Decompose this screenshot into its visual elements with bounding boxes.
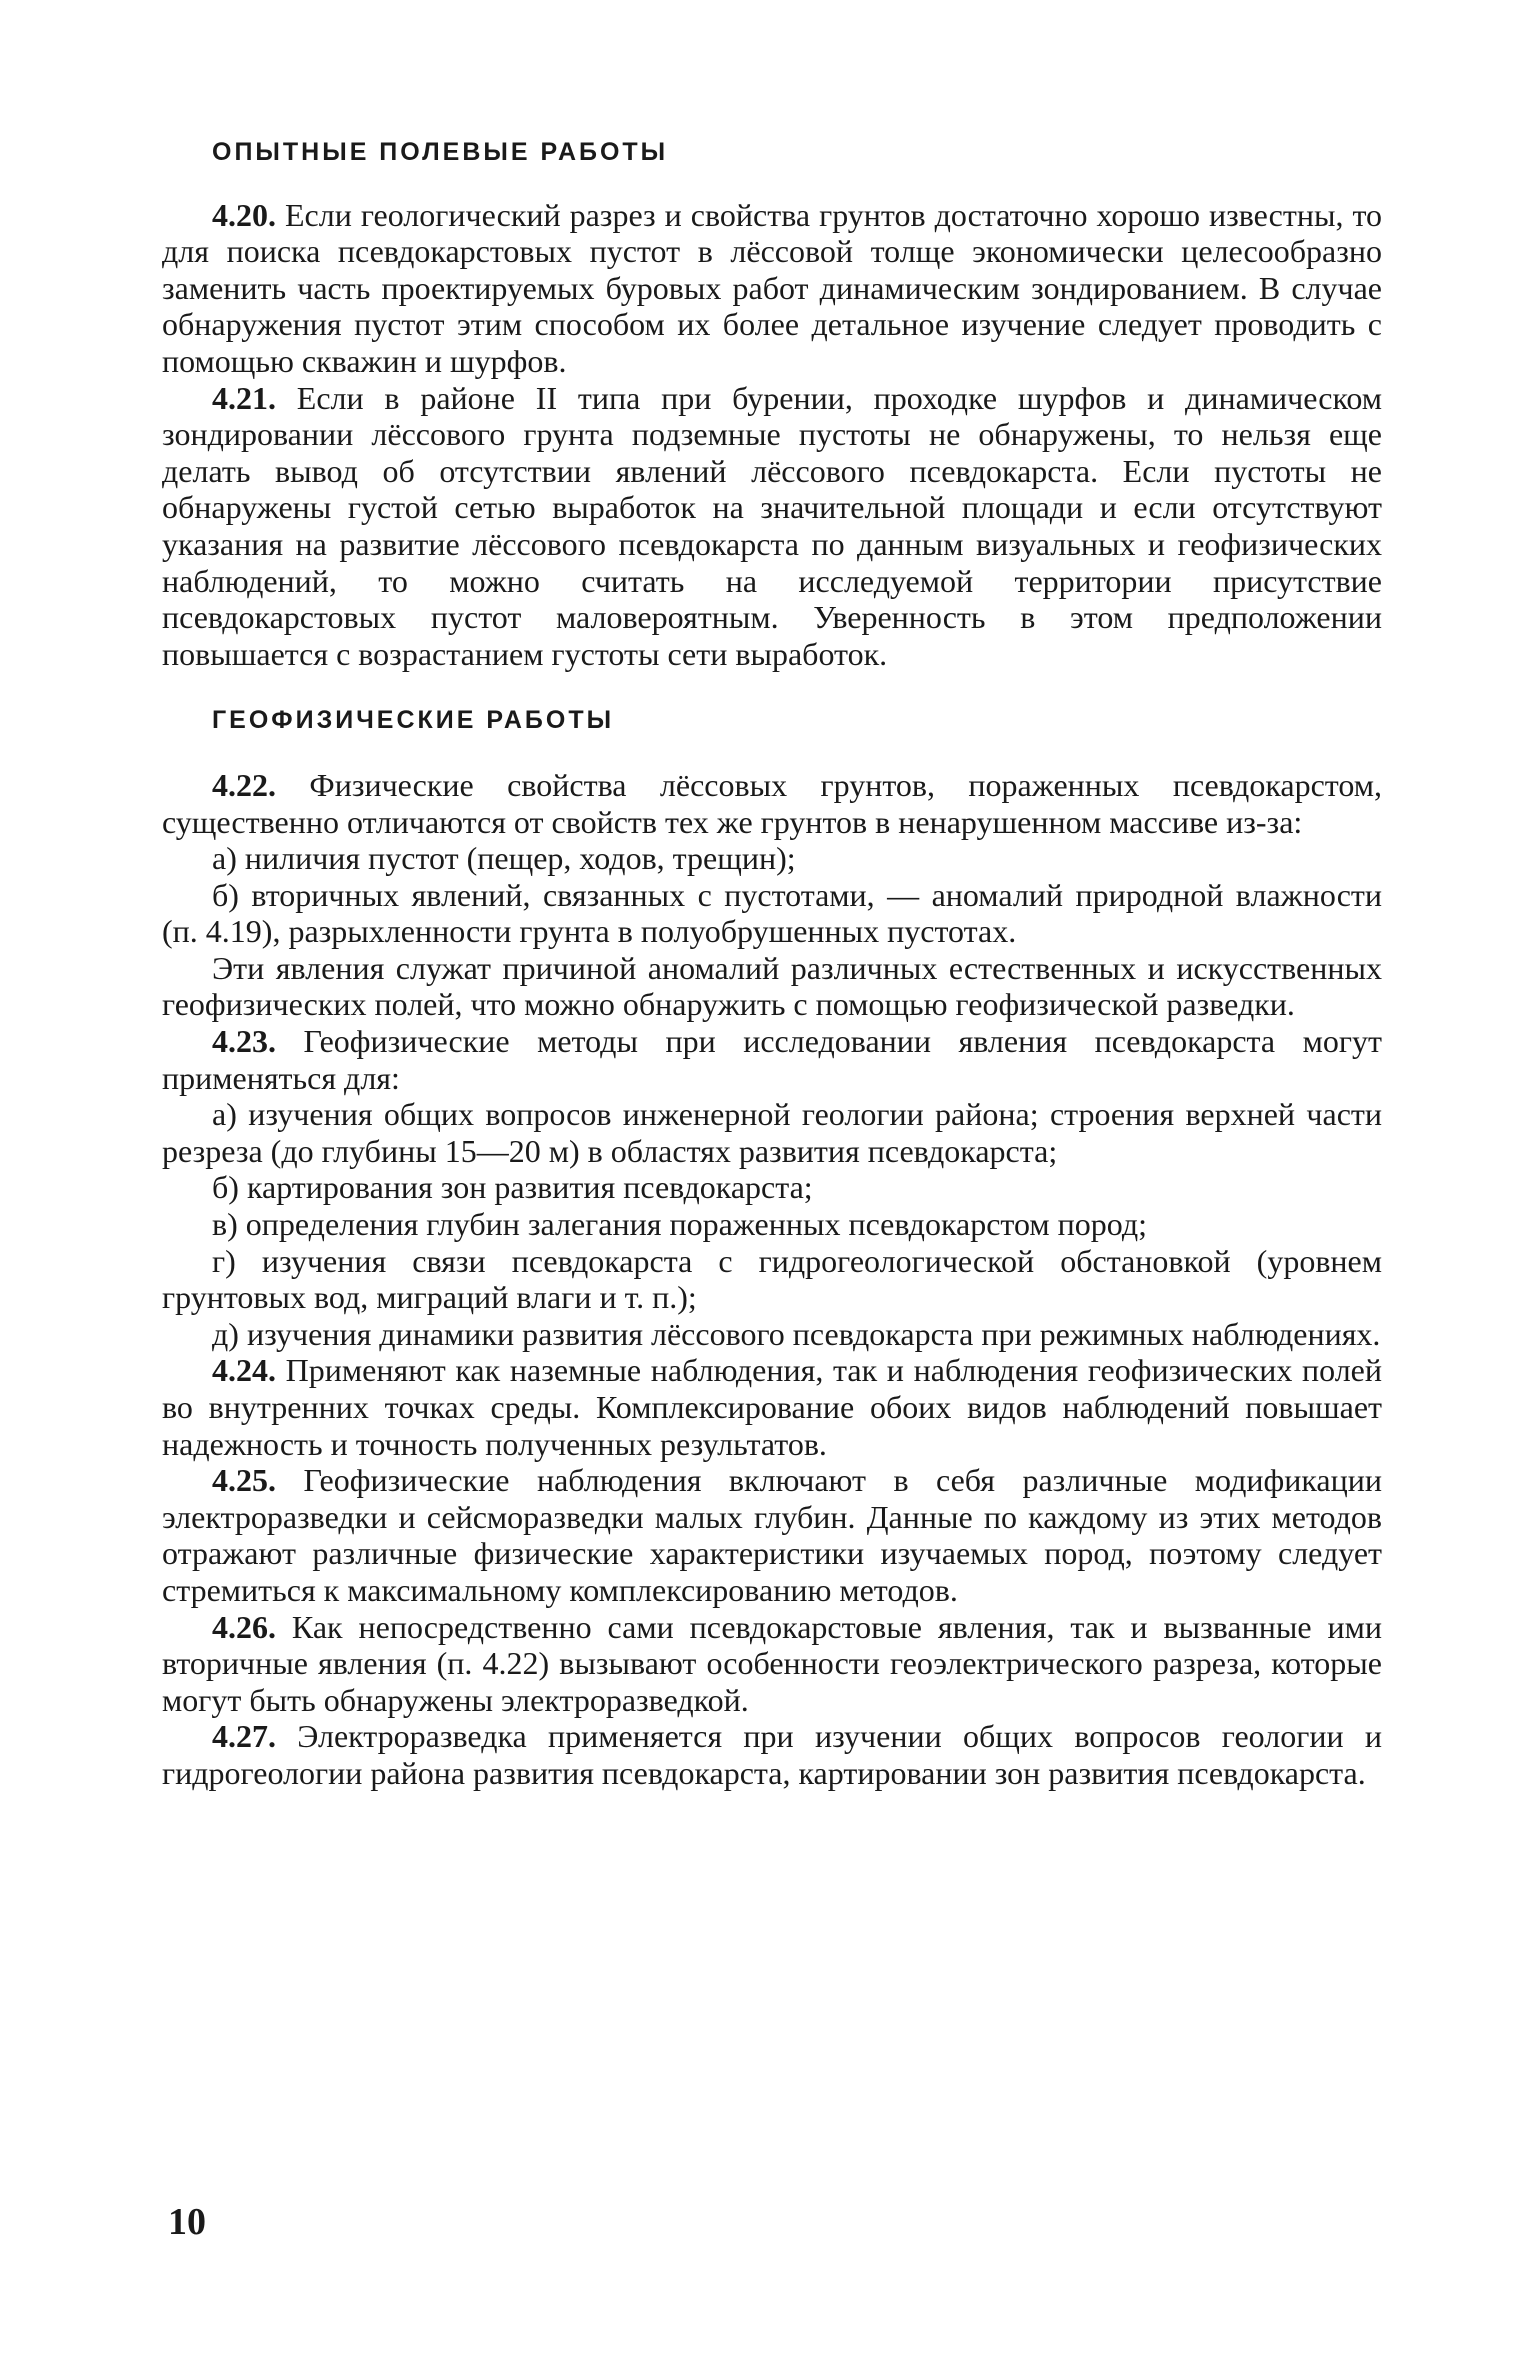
section-heading-geophysical-work: ГЕОФИЗИЧЕСКИЕ РАБОТЫ xyxy=(212,706,615,735)
list-item-4-22-b: б) вторичных явлений, связанных с пустотами, — аномалий природной влажности (п. 4.19), разрыхленности грунта в полуобрушенных пустотах. xyxy=(162,876,1382,950)
paragraph-4-26: 4.26. Как непосредственно сами псевдокарстовые явления, так и вызванные ими вторичные явления (п. 4.22) вызывают особенности геоэлектрического разреза, которые могут быть обнаружены электроразведкой. xyxy=(162,1608,1382,1718)
paragraph-4-22: 4.22. Физические свойства лёссовых грунтов, пораженных псевдокарстом, существенно отличаются от свойств тех же грунтов в ненарушенном массиве из-за: xyxy=(162,766,1382,840)
paragraph-4-20: 4.20. Если геологический разрез и свойства грунтов достаточно хорошо известны, то для поиска псевдокарстовых пустот в лёссовой толще экономически целесообразно заменить часть проектируемых буровых работ динамическим зондированием. В случае обнаружения пустот этим способом их более детальное изучение следует проводить с помощью скважин и шурфов. xyxy=(162,196,1382,379)
section-heading-field-work: ОПЫТНЫЕ ПОЛЕВЫЕ РАБОТЫ xyxy=(212,138,669,166)
paragraph-4-22-note: Эти явления служат причиной аномалий различных естественных и искусственных геофизических полей, что можно обнаружить с помощью геофизической разведки. xyxy=(162,949,1382,1023)
paragraph-4-24: 4.24. Применяют как наземные наблюдения, так и наблюдения геофизических полей во внутренних точках среды. Комплексирование обоих видов наблюдений повышает надежность и точность полученных результатов. xyxy=(162,1352,1382,1462)
list-item-4-23-b: б) картирования зон развития псевдокарста; xyxy=(212,1169,813,1206)
paragraph-4-27: 4.27. Электроразведка применяется при изучении общих вопросов геологии и гидрогеологии района развития псевдокарста, картировании зон развития псевдокарста. xyxy=(162,1718,1382,1791)
list-item-4-22-a: а) ниличия пустот (пещер, ходов, трещин); xyxy=(212,840,796,877)
paragraph-4-21: 4.21. Если в районе II типа при бурении, проходке шурфов и динамическом зондировании лёссового грунта подземные пустоты не обнаружены, то нельзя еще делать вывод об отсутствии явлений лёссового псевдокарста. Если пустоты не обнаружены густой сетью выработок на значительной площади и если отсутствуют указания на развитие лёссового псевдокарста по данным визуальных и геофизических наблюдений, то можно считать на исследуемой территории присутствие псевдокарстовых пустот маловероятным. Уверенность в этом предположении повышается с возрастанием густоты сети выработок. xyxy=(162,379,1382,672)
paragraph-4-25: 4.25. Геофизические наблюдения включают в себя различные модификации электроразведки и сейсморазведки малых глубин. Данные по каждому из этих методов отражают различные физические характеристики изучаемых пород, поэтому следует стремиться к максимальному комплексированию методов. xyxy=(162,1462,1382,1608)
list-item-4-23-v: в) определения глубин залегания пораженных псевдокарстом пород; xyxy=(212,1206,1147,1243)
list-item-4-23-a: а) изучения общих вопросов инженерной геологии района; строения верхней части резреза (до глубины 15—20 м) в областях развития псевдокарста; xyxy=(162,1096,1382,1169)
list-item-4-23-d: д) изучения динамики развития лёссового псевдокарста при режимных наблюдениях. xyxy=(212,1315,1381,1352)
document-page xyxy=(162,134,1382,1792)
paragraph-4-23: 4.23. Геофизические методы при исследовании явления псевдокарста могут применяться для: xyxy=(162,1023,1382,1096)
page-number: 10 xyxy=(168,2201,206,2243)
list-item-4-23-g: г) изучения связи псевдокарста с гидрогеологической обстановкой (уровнем грунтовых вод, миграций влаги и т. п.); xyxy=(162,1242,1382,1316)
